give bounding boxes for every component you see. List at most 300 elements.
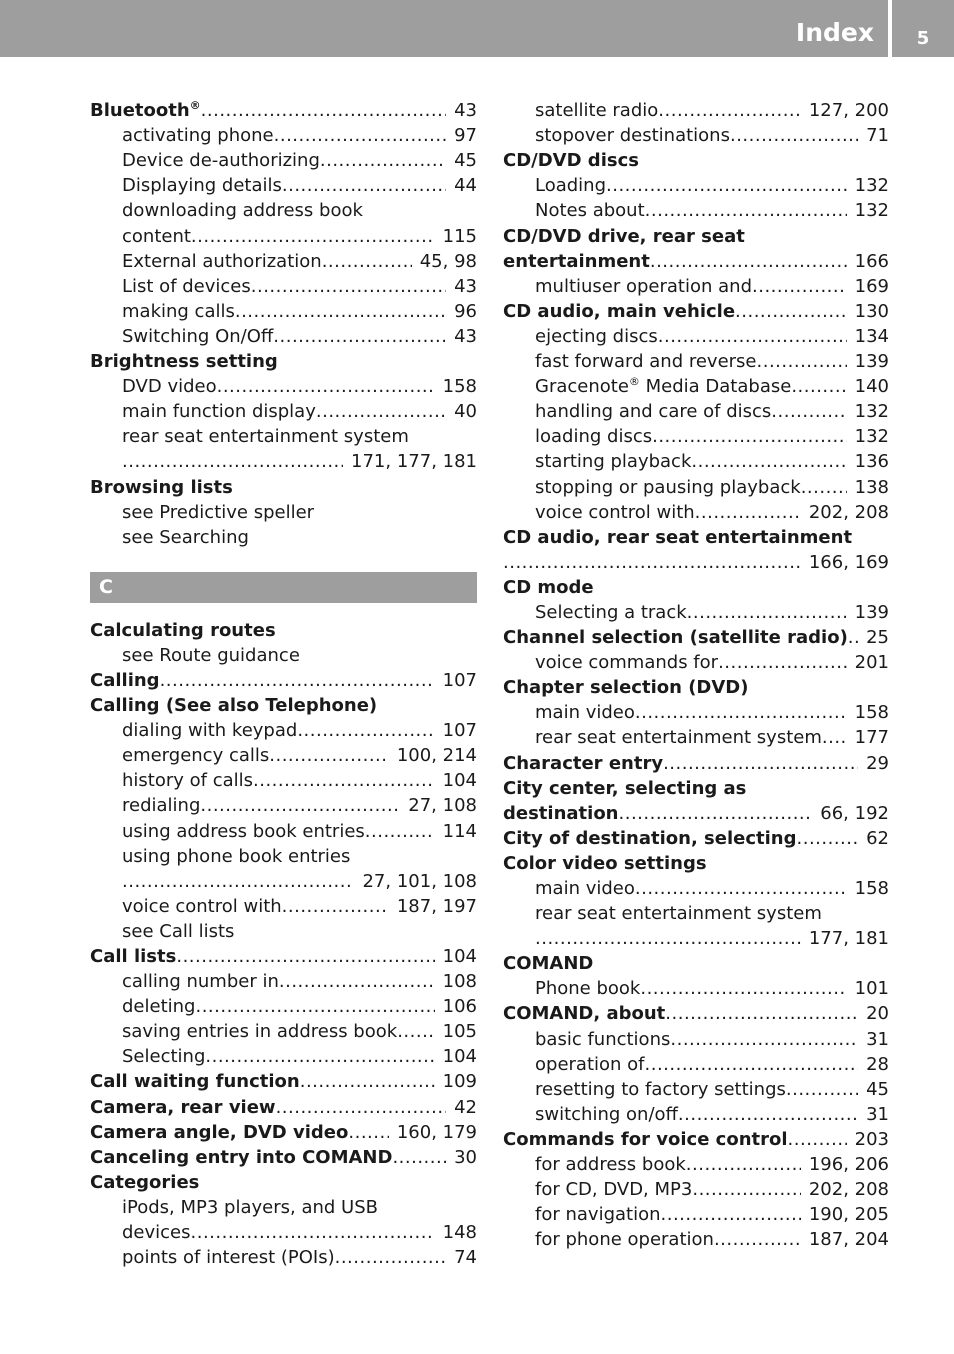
index-entry bbox=[90, 642, 477, 667]
index-entry bbox=[503, 524, 889, 549]
dot-leader bbox=[822, 727, 847, 749]
entry-term: main function display bbox=[122, 401, 316, 423]
entry-term: activating phone bbox=[122, 125, 274, 147]
entry-term: Brightness setting bbox=[90, 351, 278, 373]
dot-leader bbox=[122, 451, 343, 473]
entry-text bbox=[503, 1003, 665, 1025]
entry-term: see Predictive speller bbox=[122, 501, 315, 523]
index-entry bbox=[90, 122, 477, 147]
entry-text bbox=[503, 577, 594, 599]
dot-leader bbox=[771, 401, 846, 423]
entry-text bbox=[535, 1079, 786, 1101]
entry-term: using address book entries bbox=[122, 820, 365, 842]
entry-text bbox=[122, 276, 251, 298]
entry-term: voice control with bbox=[122, 895, 282, 917]
dot-leader bbox=[645, 1054, 859, 1076]
entry-term: using phone book entries bbox=[122, 845, 351, 867]
page-reference: 100, 214 bbox=[396, 745, 477, 767]
page-reference: 104 bbox=[442, 770, 477, 792]
entry-term: Device de-authorizing bbox=[122, 150, 320, 172]
page-reference: 134 bbox=[854, 325, 889, 347]
dot-leader bbox=[791, 376, 846, 398]
entry-text bbox=[503, 150, 639, 172]
entry-text bbox=[90, 620, 276, 642]
dot-leader bbox=[650, 251, 847, 273]
page-reference: 169 bbox=[854, 275, 889, 297]
entry-text bbox=[122, 896, 282, 918]
index-entry bbox=[90, 423, 477, 448]
entry-text bbox=[122, 527, 249, 549]
entry-term: CD audio, rear seat entertainment bbox=[503, 526, 853, 548]
page-reference: 138 bbox=[854, 476, 889, 498]
dot-leader bbox=[251, 276, 446, 298]
entry-term: dialing with keypad bbox=[122, 720, 298, 742]
entry-term: handling and care of discs bbox=[535, 401, 772, 423]
index-entry bbox=[90, 943, 477, 968]
page-reference: 43 bbox=[454, 275, 477, 297]
index-entry bbox=[90, 792, 477, 817]
page-reference: 160, 179 bbox=[396, 1121, 477, 1143]
dot-leader bbox=[695, 502, 801, 524]
index-entry bbox=[90, 473, 477, 498]
entry-term: redialing bbox=[122, 795, 201, 817]
entry-term: Commands for voice control bbox=[503, 1128, 788, 1150]
entry-text bbox=[90, 946, 176, 968]
dot-leader bbox=[797, 828, 859, 850]
entry-text bbox=[90, 1097, 276, 1119]
entry-text bbox=[535, 1179, 692, 1201]
entry-text bbox=[90, 1172, 199, 1194]
section-header-c: C bbox=[90, 572, 477, 603]
entry-term: CD/DVD drive, rear seat bbox=[503, 225, 745, 247]
entry-term: Phone book bbox=[535, 978, 641, 1000]
entry-term: Switching On/Off bbox=[122, 325, 274, 347]
dot-leader bbox=[788, 1129, 847, 1151]
entry-term: CD/DVD discs bbox=[503, 150, 639, 172]
entry-term: Character entry bbox=[503, 752, 664, 774]
page-reference: 132 bbox=[854, 200, 889, 222]
entry-text bbox=[535, 652, 718, 674]
page-reference: 106 bbox=[442, 996, 477, 1018]
dot-leader bbox=[397, 1021, 434, 1043]
entry-term: main video bbox=[535, 878, 635, 899]
index-entry bbox=[503, 574, 889, 599]
dot-leader bbox=[253, 770, 435, 792]
registered-mark: ® bbox=[628, 375, 640, 389]
page-reference: 28 bbox=[866, 1053, 889, 1075]
page-reference: 139 bbox=[854, 601, 889, 623]
page-reference: 114 bbox=[442, 820, 477, 842]
entry-text bbox=[122, 795, 200, 817]
entry-term: main video bbox=[535, 702, 635, 724]
dot-leader bbox=[320, 150, 446, 172]
entry-text bbox=[122, 821, 365, 843]
index-entry bbox=[503, 172, 889, 197]
entry-text bbox=[503, 853, 707, 875]
index-entry bbox=[503, 1201, 889, 1226]
entry-term: List of devices bbox=[122, 275, 251, 297]
entry-term: saving entries in address book bbox=[122, 1021, 398, 1043]
page-reference: 202, 208 bbox=[808, 1179, 889, 1201]
index-entry bbox=[503, 222, 889, 247]
page-reference: 29 bbox=[866, 752, 889, 774]
dot-leader bbox=[235, 301, 446, 323]
entry-term: operation of bbox=[535, 1053, 645, 1075]
entry-term: External authorization bbox=[122, 250, 322, 272]
dot-leader bbox=[205, 1046, 434, 1068]
entry-term: see Route guidance bbox=[122, 644, 300, 666]
dot-leader bbox=[322, 251, 412, 273]
page-reference: 196, 206 bbox=[808, 1154, 889, 1176]
index-entry bbox=[90, 617, 477, 642]
entry-term: Selecting bbox=[122, 1046, 206, 1068]
page-reference: 66, 192 bbox=[820, 802, 889, 824]
entry-text bbox=[503, 627, 848, 649]
entry-text bbox=[503, 778, 746, 800]
index-entry bbox=[90, 1194, 477, 1219]
entry-text bbox=[122, 1197, 378, 1219]
page-reference: 105 bbox=[442, 1021, 477, 1043]
entry-text bbox=[535, 401, 771, 423]
index-entry bbox=[503, 800, 889, 825]
dot-leader bbox=[316, 401, 446, 423]
entry-term: fast forward and reverse bbox=[535, 351, 757, 373]
index-entry bbox=[503, 499, 889, 524]
entry-term: iPods, MP3 players, and USB bbox=[122, 1196, 378, 1218]
page-reference: 132 bbox=[854, 175, 889, 197]
entry-text bbox=[122, 971, 279, 993]
dot-leader bbox=[645, 200, 847, 222]
entry-term: ejecting discs bbox=[535, 325, 658, 347]
entry-term: rear seat entertainment system bbox=[535, 727, 822, 749]
entry-term: history of calls bbox=[122, 770, 254, 792]
page-reference: 44 bbox=[454, 175, 477, 197]
page-reference: 45 bbox=[454, 150, 477, 172]
page-reference: 187, 204 bbox=[808, 1229, 889, 1251]
entry-text bbox=[90, 1147, 392, 1169]
entry-term: Selecting a track bbox=[535, 601, 687, 623]
index-entry bbox=[90, 1093, 477, 1118]
index-entry bbox=[90, 147, 477, 172]
dot-leader bbox=[730, 125, 858, 147]
page-reference: 158 bbox=[854, 702, 889, 724]
entry-term: Channel selection (satellite radio) bbox=[503, 627, 848, 649]
entry-term: emergency calls bbox=[122, 745, 270, 767]
index-entry bbox=[503, 624, 889, 649]
page-reference: 104 bbox=[442, 1046, 477, 1068]
page-reference: 166, 169 bbox=[808, 551, 889, 573]
index-entry bbox=[503, 850, 889, 875]
entry-text bbox=[122, 1046, 205, 1068]
page-reference: 201 bbox=[854, 652, 889, 674]
entry-text bbox=[122, 846, 350, 868]
entry-text bbox=[122, 1021, 397, 1043]
page-reference: 136 bbox=[854, 451, 889, 473]
page-reference: 140 bbox=[854, 376, 889, 398]
entry-term: for phone operation bbox=[535, 1229, 714, 1251]
entry-text bbox=[503, 301, 735, 323]
dot-leader bbox=[718, 652, 847, 674]
dot-leader bbox=[691, 451, 846, 473]
page-reference: 31 bbox=[866, 1028, 889, 1050]
index-entry bbox=[503, 1101, 889, 1126]
dot-leader bbox=[160, 670, 435, 692]
dot-leader bbox=[195, 996, 434, 1018]
index-entry bbox=[503, 423, 889, 448]
index-entry bbox=[503, 775, 889, 800]
entry-text bbox=[90, 351, 278, 373]
page-reference: 96 bbox=[454, 300, 477, 322]
dot-leader bbox=[201, 100, 446, 122]
page-reference: 108 bbox=[442, 971, 477, 993]
entry-term: loading discs bbox=[535, 426, 653, 448]
page-reference: 25 bbox=[866, 627, 889, 649]
entry-term: deleting bbox=[122, 996, 196, 1018]
dot-leader bbox=[692, 1179, 801, 1201]
entry-text bbox=[503, 226, 745, 248]
index-entry bbox=[90, 1219, 477, 1244]
page-reference: 115 bbox=[442, 225, 477, 247]
page-reference: 101 bbox=[854, 978, 889, 1000]
index-entry bbox=[90, 1169, 477, 1194]
index-entry bbox=[503, 147, 889, 172]
entry-term: for address book bbox=[535, 1154, 686, 1176]
entry-text bbox=[535, 200, 645, 222]
entry-term: points of interest (POIs) bbox=[122, 1247, 335, 1269]
index-entry bbox=[503, 298, 889, 323]
page-reference: 127, 200 bbox=[808, 100, 889, 122]
entry-text bbox=[90, 1071, 300, 1093]
dot-leader bbox=[652, 426, 847, 448]
entry-text bbox=[122, 426, 409, 448]
entry-text bbox=[535, 1104, 678, 1126]
dot-leader bbox=[300, 1071, 435, 1093]
entry-term: Camera, rear view bbox=[90, 1096, 276, 1118]
index-entry bbox=[503, 724, 889, 749]
index-entry bbox=[503, 197, 889, 222]
index-group-c bbox=[90, 617, 477, 1269]
entry-term: stopping or pausing playback bbox=[535, 476, 801, 498]
index-entry bbox=[90, 398, 477, 423]
dot-leader bbox=[191, 1222, 435, 1244]
entry-text bbox=[122, 996, 195, 1018]
entry-text bbox=[535, 878, 635, 900]
page-reference: 31 bbox=[866, 1103, 889, 1125]
entry-text bbox=[122, 645, 300, 667]
index-entry bbox=[503, 599, 889, 624]
index-entry bbox=[503, 273, 889, 298]
dot-leader bbox=[503, 552, 801, 574]
dot-leader bbox=[635, 702, 847, 724]
entry-term: Canceling entry into COMAND bbox=[90, 1146, 393, 1168]
entry-text bbox=[535, 903, 822, 925]
dot-leader bbox=[176, 946, 434, 968]
page-reference: 42 bbox=[454, 1096, 477, 1118]
entry-term: CD mode bbox=[503, 576, 594, 598]
entry-term: COMAND, about bbox=[503, 1003, 666, 1025]
entry-text bbox=[535, 125, 730, 147]
index-entry bbox=[503, 448, 889, 473]
dot-leader bbox=[122, 871, 354, 893]
entry-term: starting playback bbox=[535, 451, 692, 473]
index-entry bbox=[90, 499, 477, 524]
index-entry bbox=[503, 348, 889, 373]
header-bar bbox=[0, 0, 888, 57]
index-entry bbox=[503, 674, 889, 699]
page-reference: 45 bbox=[866, 1078, 889, 1100]
index-entry bbox=[90, 1018, 477, 1043]
entry-text bbox=[90, 695, 377, 717]
entry-text bbox=[122, 1222, 191, 1244]
entry-term: basic functions bbox=[535, 1028, 671, 1050]
entry-text bbox=[535, 477, 801, 499]
entry-text bbox=[122, 401, 316, 423]
page-reference: 177, 181 bbox=[808, 928, 889, 950]
index-entry bbox=[90, 524, 477, 549]
index-entry bbox=[90, 667, 477, 692]
page-reference: 40 bbox=[454, 401, 477, 423]
entry-term: see Call lists bbox=[122, 920, 235, 942]
entry-text bbox=[122, 301, 235, 323]
entry-term: resetting to factory settings bbox=[535, 1078, 786, 1100]
index-entry bbox=[90, 1119, 477, 1144]
entry-text bbox=[90, 477, 233, 499]
dot-leader bbox=[658, 326, 847, 348]
page-reference: 97 bbox=[454, 125, 477, 147]
dot-leader bbox=[735, 301, 847, 323]
entry-term: content bbox=[122, 225, 191, 247]
dot-leader bbox=[217, 376, 435, 398]
index-entry bbox=[503, 875, 889, 900]
page-reference: 166 bbox=[854, 250, 889, 272]
dot-leader bbox=[335, 1247, 446, 1269]
entry-text bbox=[122, 200, 363, 222]
entry-text bbox=[535, 702, 635, 724]
page-reference: 158 bbox=[442, 376, 477, 398]
entry-text bbox=[535, 175, 606, 197]
dot-leader bbox=[269, 745, 389, 767]
entry-term-continued: Media Database bbox=[639, 376, 792, 398]
page-title: Index bbox=[795, 18, 874, 47]
entry-text bbox=[90, 1122, 348, 1144]
dot-leader bbox=[663, 753, 858, 775]
index-entry bbox=[503, 248, 889, 273]
entry-text bbox=[122, 326, 273, 348]
index-entry bbox=[503, 699, 889, 724]
dot-leader bbox=[687, 602, 847, 624]
entry-text bbox=[535, 1054, 645, 1076]
entry-term: Displaying details bbox=[122, 175, 282, 197]
entry-text bbox=[122, 251, 322, 273]
index-entry bbox=[503, 473, 889, 498]
page-reference: 27, 108 bbox=[408, 795, 477, 817]
dot-leader bbox=[273, 326, 446, 348]
dot-leader bbox=[670, 1029, 858, 1051]
index-column-left bbox=[90, 97, 477, 1269]
entry-term: downloading address book bbox=[122, 200, 363, 222]
entry-term: Browsing lists bbox=[90, 476, 233, 498]
dot-leader bbox=[752, 276, 847, 298]
index-entry bbox=[503, 900, 889, 925]
index-entry bbox=[503, 975, 889, 1000]
dot-leader bbox=[714, 1229, 801, 1251]
index-entry bbox=[90, 448, 477, 473]
entry-term: City center, selecting as bbox=[503, 777, 747, 799]
dot-leader bbox=[786, 1079, 858, 1101]
page-reference: 202, 208 bbox=[808, 501, 889, 523]
entry-text bbox=[535, 1229, 714, 1251]
page-reference: 104 bbox=[442, 946, 477, 967]
registered-mark: ® bbox=[189, 99, 201, 113]
entry-term: voice commands for bbox=[535, 652, 719, 674]
entry-term: Bluetooth bbox=[90, 100, 190, 122]
entry-text bbox=[122, 921, 234, 943]
index-entry bbox=[503, 398, 889, 423]
entry-term: Calculating routes bbox=[90, 619, 276, 641]
page-reference: 107 bbox=[442, 720, 477, 742]
entry-term: for navigation bbox=[535, 1204, 661, 1226]
entry-term: Color video settings bbox=[503, 852, 707, 874]
entry-text bbox=[122, 720, 297, 742]
entry-text bbox=[503, 953, 593, 975]
entry-text bbox=[535, 978, 640, 1000]
entry-text bbox=[535, 100, 658, 122]
index-entry bbox=[503, 925, 889, 950]
entry-term: voice control with bbox=[535, 501, 695, 523]
entry-text bbox=[503, 677, 748, 699]
index-entry bbox=[503, 1000, 889, 1025]
index-entry bbox=[503, 649, 889, 674]
page-reference: 43 bbox=[454, 325, 477, 347]
index-group-b bbox=[90, 97, 477, 549]
index-entry bbox=[90, 373, 477, 398]
entry-term: multiuser operation and bbox=[535, 275, 752, 297]
entry-text bbox=[503, 828, 797, 850]
entry-term: rear seat entertainment system bbox=[122, 426, 409, 448]
dot-leader bbox=[200, 795, 400, 817]
page-reference: 187, 197 bbox=[396, 895, 477, 917]
dot-leader bbox=[635, 878, 847, 900]
page-reference: 107 bbox=[442, 669, 477, 691]
dot-leader bbox=[801, 477, 847, 499]
page-reference: 62 bbox=[866, 827, 889, 849]
page-reference: 139 bbox=[854, 351, 889, 373]
entry-text bbox=[122, 376, 217, 398]
dot-leader bbox=[606, 175, 847, 197]
index-entry bbox=[503, 323, 889, 348]
index-entry bbox=[503, 1126, 889, 1151]
index-entry bbox=[90, 1068, 477, 1093]
entry-text bbox=[535, 1029, 670, 1051]
page-reference: 109 bbox=[442, 1071, 477, 1093]
index-entry bbox=[503, 1176, 889, 1201]
entry-text bbox=[122, 745, 269, 767]
entry-text bbox=[503, 527, 852, 549]
entry-term: Categories bbox=[90, 1171, 200, 1193]
index-entry bbox=[90, 1244, 477, 1269]
entry-text bbox=[535, 1204, 661, 1226]
entry-text bbox=[503, 803, 619, 825]
dot-leader bbox=[282, 175, 446, 197]
entry-term: see Searching bbox=[122, 526, 249, 548]
index-entry bbox=[90, 298, 477, 323]
entry-text bbox=[535, 326, 658, 348]
dot-leader bbox=[282, 896, 389, 918]
entry-term: Loading bbox=[535, 175, 607, 197]
dot-leader bbox=[365, 821, 435, 843]
index-entry bbox=[503, 1151, 889, 1176]
entry-text bbox=[535, 351, 757, 373]
